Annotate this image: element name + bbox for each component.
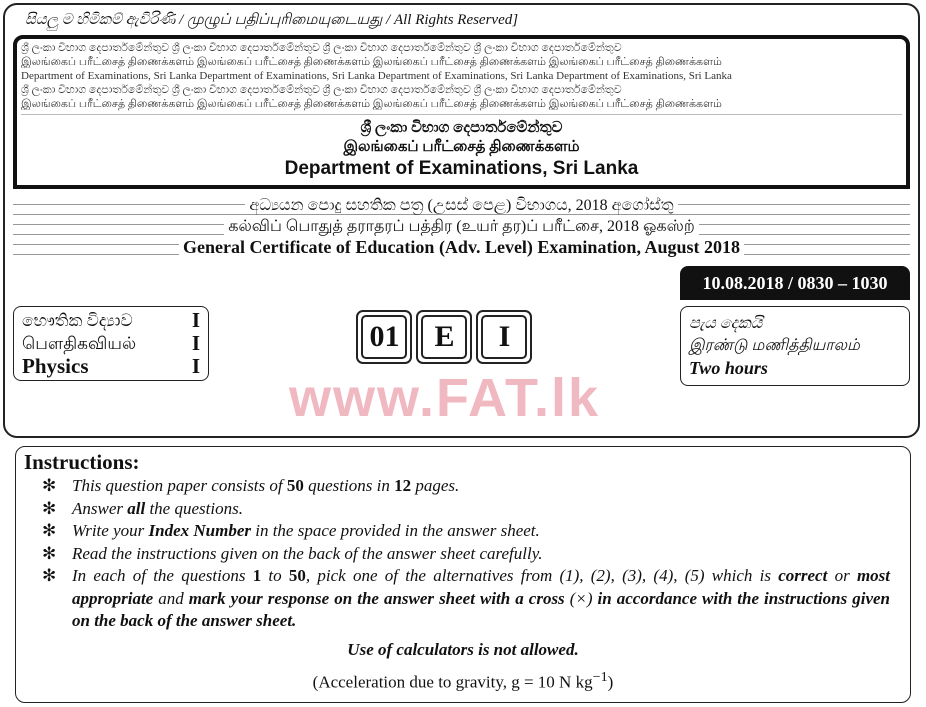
exam-title-tamil: கல்விப் பொதுத் தராதரப் பத்திர (உயர் தர)ப் பரீட்சை, 2018 ஓகஸ்ற் xyxy=(224,218,698,235)
instruction-item: ✻ Read the instructions given on the back of the answer sheet carefully. xyxy=(72,543,902,566)
department-title-sinhala: ශ්‍රී ලංකා විභාග දෙපාර්තමේන්තුව xyxy=(360,120,563,136)
paper-number: I xyxy=(191,354,200,378)
gravity-note: (Acceleration due to gravity, g = 10 N $kg^{-1}$) xyxy=(312,668,614,692)
subject-name: பௌதிகவியல் xyxy=(22,334,137,353)
duration-tamil: இரண்டு மணித்தியாலம் xyxy=(688,337,860,354)
instruction-item: ✻ Answer all the questions. xyxy=(72,498,902,521)
duration-box xyxy=(680,306,910,386)
paper-info-row xyxy=(13,266,910,428)
calculator-notice: Use of calculators is not allowed. xyxy=(347,639,579,659)
duration-english: Two hours xyxy=(688,358,768,378)
code-subject: 01 xyxy=(361,315,407,359)
time-column xyxy=(680,266,910,386)
code-box xyxy=(356,310,412,364)
exam-titles xyxy=(13,195,910,258)
subject-name: භෞතික විද්‍යාව xyxy=(22,311,133,330)
department-title xyxy=(21,114,902,183)
subject-box xyxy=(13,306,209,381)
department-title-english: Department of Examinations, Sri Lanka xyxy=(284,158,639,179)
instructions-box xyxy=(15,446,911,703)
paper-number: I xyxy=(191,331,200,355)
department-banner xyxy=(13,35,910,189)
exam-title-sinhala: අධ්‍යයන පොදු සහතික පත්‍ර (උසස් පෙළ) විභාගය, 2018 අගෝස්තු xyxy=(245,197,677,214)
duration-sinhala: පැය දෙකයි xyxy=(688,315,763,332)
paper-number: I xyxy=(191,308,200,332)
instructions-list xyxy=(24,475,902,633)
date-time-badge: 10.08.2018 / 0830 – 1030 xyxy=(680,266,910,300)
instructions-heading: Instructions: xyxy=(24,450,140,474)
header-frame xyxy=(3,3,920,438)
subject-row xyxy=(22,309,200,332)
instruction-item: ✻ This question paper consists of 50 questions in 12 pages. xyxy=(72,475,902,498)
code-column xyxy=(289,310,600,428)
code-box xyxy=(476,310,532,364)
watermark: www.FAT.lk xyxy=(288,368,601,428)
subject-name: Physics xyxy=(22,354,89,378)
exam-title-english: General Certificate of Education (Adv. Level) Examination, August 2018 xyxy=(179,237,744,257)
rights-reserved: සියලු ම හිමිකම් ඇවිරිණි / முழுப் பதிப்புரிமையுடையது / All Rights Reserved] xyxy=(25,12,519,28)
banner-pattern-sinhala: ශ්‍රී ලංකා විභාග දෙපාර්තමේන්තුව ශ්‍රී ලංකා විභාග දෙපාර්තමේන්තුව ශ්‍රී ලංකා විභාග දෙපාර්තමේන්තුව ශ්‍රී ලංකා විභාග දෙපාර්තමේන්තුව xyxy=(21,42,622,54)
subject-row xyxy=(22,332,200,355)
instruction-item: ✻ Write your Index Number in the space provided in the answer sheet. xyxy=(72,520,902,543)
banner-pattern-sinhala: ශ්‍රී ලංකා විභාග දෙපාර්තමේන්තුව ශ්‍රී ලංකා විභාග දෙපාර්තමේන්තුව ශ්‍රී ලංකා විභාග දෙපාර්තමේන්තුව ශ්‍රී ලංකා විභාග දෙපාර්තමේන්තුව xyxy=(21,84,622,96)
code-paper: I xyxy=(481,315,527,359)
code-box xyxy=(416,310,472,364)
code-medium: E xyxy=(421,315,467,359)
instruction-item: ✻ In each of the questions 1 to 50, pick one of the alternatives from (1), (2), (3), (4), (5) which is correct or most appropriate and mark your response on the answer sheet with a cross (×) in accordance with the instructions given on the back of the answer sheet. xyxy=(72,565,902,633)
banner-pattern-tamil: இலங்கைப் பரீட்சைத் திணைக்களம் இலங்கைப் பரீட்சைத் திணைக்களம் இலங்கைப் பரீட்சைத் திணைக்களம் இலங்கைப் பரீட்சைத் திணைக்களம் xyxy=(21,98,722,110)
banner-pattern-tamil: இலங்கைப் பரீட்சைத் திணைக்களம் இலங்கைப் பரீட்சைத் திணைக்களம் இலங்கைப் பரீட்சைத் திணைக்களம் இலங்கைப் பரீட்சைத் திணைக்களம் xyxy=(21,56,722,68)
subject-row xyxy=(22,355,200,378)
paper-code xyxy=(356,310,532,364)
department-title-tamil: இலங்கைப் பரீட்சைத் திணைக்களம் xyxy=(343,139,580,155)
banner-pattern-english: Department of Examinations, Sri Lanka Department of Examinations, Sri Lanka Department of Examinations, Sri Lanka Department of Examinations, Sri Lanka xyxy=(21,70,732,82)
